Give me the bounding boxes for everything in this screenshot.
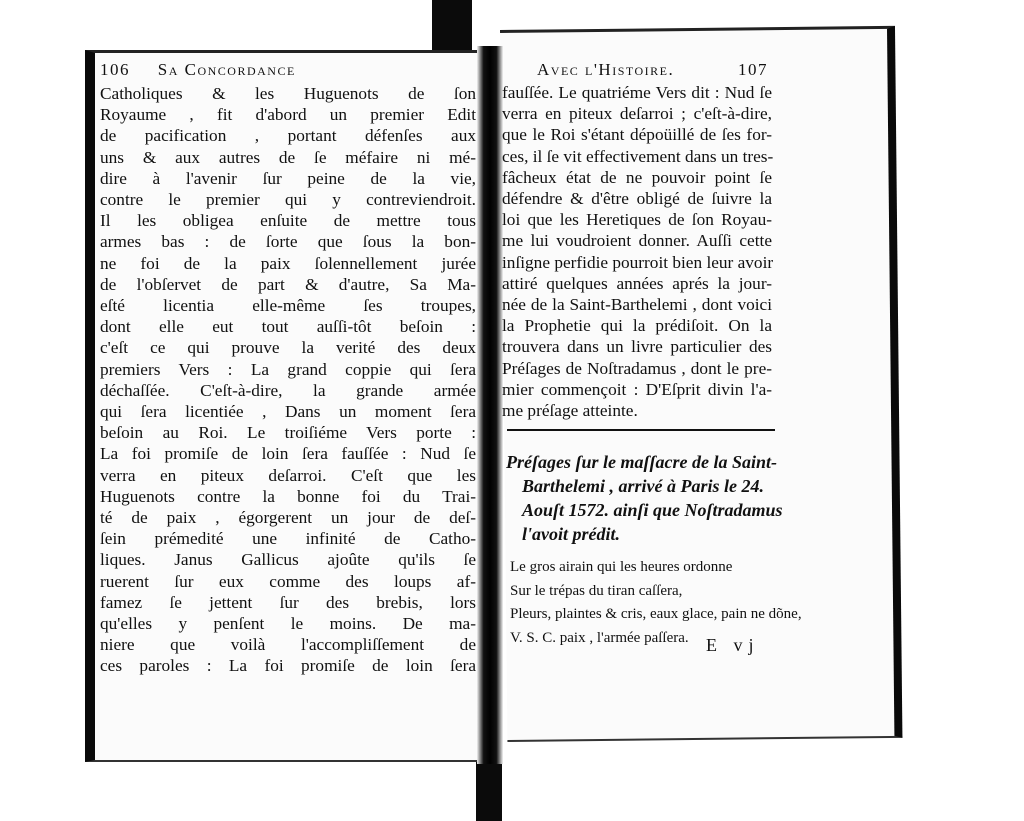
book-gutter bbox=[477, 46, 503, 764]
text-line: Royaume , fit d'abord un premier Edit bbox=[100, 105, 476, 125]
verse-line: Sur le trépas du tiran caſſera, bbox=[510, 582, 683, 599]
text-line: trouvera dans un livre particulier des bbox=[502, 337, 772, 357]
text-line: qui ſera licentiée , Dans un moment ſera bbox=[100, 402, 476, 422]
title-line: Préſages ſur le maſſacre de la Saint- bbox=[506, 452, 777, 472]
right-running-title: Avec l'Histoire. bbox=[537, 60, 675, 79]
text-line: uns & aux autres de ſe méfaire ni mé- bbox=[100, 147, 476, 167]
text-line: de pacification , portant défenſes aux bbox=[100, 126, 476, 146]
text-line: Préſages de Noſtradamus , dont le pre- bbox=[502, 358, 772, 378]
text-line: me préſage atteinte. bbox=[502, 401, 638, 421]
text-line: dont elle eut tout auſſi-tôt beſoin : bbox=[100, 317, 476, 337]
text-line: me lui voudroient donner. Auſſi cette bbox=[502, 231, 772, 251]
verse-line: Le gros airain qui les heures ordonne bbox=[510, 559, 733, 575]
text-line: née de la Saint-Barthelemi , dont voici bbox=[502, 295, 772, 315]
text-line: Il les obligea enſuite de mettre tous bbox=[100, 211, 476, 231]
text-line: ne foi de la paix ſolennellement jurée bbox=[100, 253, 476, 273]
verse-line: V. S. C. paix , l'armée paſſera. bbox=[510, 629, 689, 646]
left-page-number: 106 bbox=[100, 60, 130, 79]
left-running-head bbox=[100, 60, 296, 80]
verse-line: Pleurs, plaintes & cris, eaux glace, pain ne dõne, bbox=[510, 606, 802, 622]
text-line: la Prophetie qui la prédiſoit. On la bbox=[502, 316, 772, 336]
text-line: niere que voilà l'accompliſſement de bbox=[100, 635, 476, 655]
text-line: c'eſt ce qui prouve la verité des deux bbox=[100, 338, 476, 358]
right-body-text bbox=[502, 82, 772, 421]
title-line: Barthelemi , arrivé à Paris le 24. bbox=[522, 476, 764, 496]
text-line: verra en piteux deſarroi. C'eſt que les bbox=[100, 465, 476, 485]
text-line: dire à l'avenir ſur peine de la vie, bbox=[100, 168, 476, 188]
text-line: qu'elles y penſent le moins. De ma- bbox=[100, 614, 476, 634]
text-line: fauſſée. Le quatriéme Vers dit : Nud ſe bbox=[502, 83, 772, 102]
title-line: Aouſt 1572. ainſi que Noſtradamus bbox=[522, 500, 783, 520]
right-page-number: 107 bbox=[737, 60, 768, 79]
text-line: famez ſe jettent ſur des brebis, lors bbox=[100, 592, 476, 612]
text-line: premiers Vers : La grand coppie qui ſera bbox=[100, 359, 476, 379]
right-running-head bbox=[537, 60, 768, 80]
text-line: loi que les Heretiques de ſon Royau- bbox=[502, 210, 772, 230]
text-line: La foi promiſe de loin ſera fauſſée : Nud ſe bbox=[100, 444, 476, 464]
signature-mark: E vj bbox=[706, 635, 760, 655]
text-line: défendre & d'être obligé de ſuivre la bbox=[502, 189, 772, 209]
text-line: armes bas : de ſorte que ſous la bon- bbox=[100, 232, 476, 252]
text-line: verra en piteux deſarroi ; c'eſt-à-dire, bbox=[502, 104, 772, 124]
text-line: liques. Janus Gallicus ajoûte qu'ils ſe bbox=[100, 550, 476, 570]
text-line: que le Roi s'étant dépoüillé de ſes for- bbox=[502, 125, 772, 145]
text-line: té de paix , égorgerent un jour de deſ- bbox=[100, 508, 476, 528]
left-running-title: Sa Concordance bbox=[157, 60, 296, 79]
text-line: beſoin au Roi. Le troiſiéme Vers porte : bbox=[100, 423, 476, 443]
section-title bbox=[506, 450, 788, 546]
text-line: eſté licentia elle-même ſes troupes, bbox=[100, 296, 476, 316]
text-line: mier commençoit : D'Eſprit divin l'a- bbox=[502, 379, 772, 399]
section-rule bbox=[507, 429, 775, 431]
text-line: inſigne perfidie pourroit bien leur avoir bbox=[502, 252, 774, 272]
text-line: contre le premier qui y contreviendroit. bbox=[100, 190, 476, 210]
text-line: ces paroles : La foi promiſe de loin ſera bbox=[100, 656, 476, 676]
text-line: déchaſſée. C'eſt-à-dire, la grande armée bbox=[100, 380, 476, 400]
text-line: ces, il ſe vit effectivement dans un tres- bbox=[502, 146, 774, 166]
title-line: l'avoit prédit. bbox=[522, 524, 620, 544]
text-line: ſein prémedité une infinité de Catho- bbox=[100, 529, 476, 549]
text-line: attiré quelques années aprés la jour- bbox=[502, 273, 772, 293]
left-body-text bbox=[100, 83, 476, 677]
text-line: ruerent ſur eux comme des loups af- bbox=[100, 571, 476, 591]
text-line: fâcheux état de ne pouvoir point ſe bbox=[502, 167, 772, 187]
text-line: de l'obſervet de part & d'autre, Sa Ma- bbox=[100, 274, 476, 294]
text-line: Catholiques & les Huguenots de ſon bbox=[100, 84, 476, 103]
text-line: Huguenots contre la bonne foi du Trai- bbox=[100, 486, 476, 506]
